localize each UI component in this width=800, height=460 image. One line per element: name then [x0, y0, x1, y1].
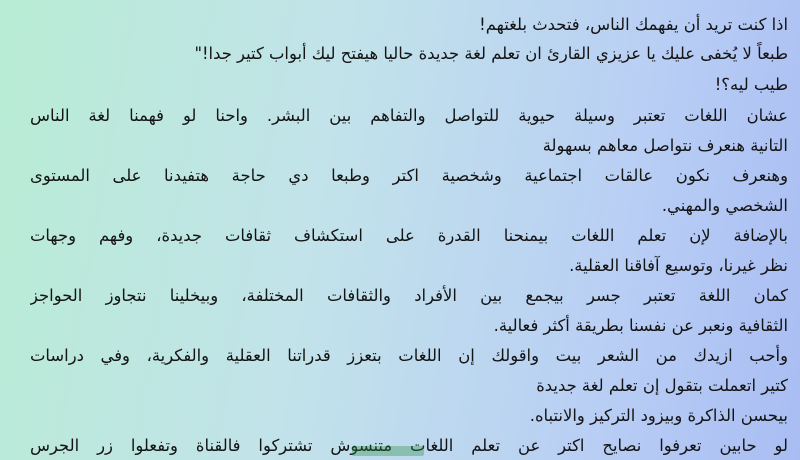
paragraph-line: وأحب ازيدك من الشعر بيت واقولك إن اللغات بتعزز قدراتنا العقلية والفكرية، وفي دراسات [30, 346, 788, 365]
paragraph-line: لو حابين تعرفوا نصايح اكتر عن تعلم اللغات متنسوش تشتركوا فالقناة وتفعلوا زر الجرس [30, 436, 788, 455]
paragraph-line: وهنعرف نكون عالقات اجتماعية وشخصية اكتر وطبعا دي حاجة هتفيدنا على المستوى [30, 166, 788, 185]
paragraph-line: بيحسن الذاكرة وبيزود التركيز والانتباه. [529, 406, 788, 425]
paragraph-line: نظر غيرنا، وتوسيع آفاقنا العقلية. [569, 256, 788, 275]
paragraph-line: كمان اللغة تعتبر جسر بيجمع بين الأفراد والثقافات المختلفة، وبيخلينا نتجاوز الحواجز [30, 286, 788, 305]
paragraph-line: التانية هنعرف نتواصل معاهم بسهولة [542, 136, 788, 155]
paragraph-line: طيب ليه؟! [714, 75, 788, 94]
watermark-logo [352, 446, 424, 456]
paragraph-line: عشان اللغات تعتبر وسيلة حيوية للتواصل والتفاهم بين البشر. واحنا لو فهمنا لغة الناس [30, 106, 788, 125]
paragraph-line: الثقافية ونعبر عن نفسنا بطريقة أكثر فعالية. [493, 316, 788, 335]
paragraph-line: اذا كنت تريد أن يفهمك الناس، فتحدث بلغتهم! [479, 15, 788, 34]
document-body [0, 10, 800, 460]
paragraph-line: الشخصي والمهني. [661, 196, 788, 215]
paragraph-line: طبعاً لا يُخفى عليك يا عزيزي القارئ ان تعلم لغة جديدة حاليا هيفتح ليك أبواب كتير جدا!" [194, 44, 788, 63]
paragraph-line: بالإضافة لإن تعلم اللغات بيمنحنا القدرة على استكشاف ثقافات جديدة، وفهم وجهات [30, 226, 788, 245]
paragraph-line: كتير اتعملت بتقول إن تعلم لغة جديدة [536, 376, 788, 395]
